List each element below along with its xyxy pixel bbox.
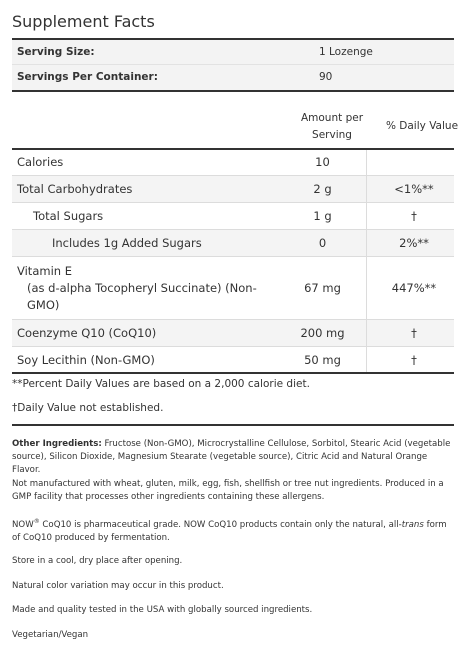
nutrient-row [12,202,454,229]
nutrient-amount: 50 mg [304,353,341,367]
nutrient-amount: 1 g [313,209,332,223]
other-ingredients-label: Other Ingredients: [12,439,102,449]
nutrient-name: Total Carbohydrates [17,182,133,196]
nutrient-row [12,346,454,372]
table-bottom-divider [12,372,454,374]
nutrient-daily-value: 447%** [391,281,437,295]
nutrient-row [12,150,454,175]
footnote-divider [12,424,454,426]
nutrient-name: Coenzyme Q10 (CoQ10) [17,326,157,340]
nutrient-row [12,229,454,256]
page-title: Supplement Facts [12,12,155,31]
serving-size-label: Serving Size: [17,46,95,58]
nutrient-name: Soy Lecithin (Non-GMO) [17,353,155,367]
servings-per-container-label: Servings Per Container: [17,71,158,83]
other-ingredients-text: Fructose (Non-GMO), Microcrystalline Cellulose, Sorbitol, Stearic Acid (vegetable source), Silicon Dioxide, Magnesium Stearate (vegetable source), Citric Acid and Natural Orange Flavor. [12,439,451,475]
allergen-statement: Not manufactured with wheat, gluten, milk, egg, fish, shellfish or tree nut ingredients. Produced in a GMP facility that processes other ingredients containing these allergens. [12,479,444,502]
daily-value-footnote: †Daily Value not established. [12,402,164,414]
color-statement: Natural color variation may occur in this product. [12,581,224,591]
nutrient-amount: 10 [315,155,330,169]
nutrient-daily-value: 2%** [399,236,429,250]
other-ingredients [12,438,454,477]
nutrient-name: Includes 1g Added Sugars [52,236,202,250]
nutrient-amount: 200 mg [300,326,345,340]
serving-size-value: 1 Lozenge [319,46,373,58]
nutrient-name: Calories [17,155,64,169]
servings-per-container-value: 90 [319,71,333,83]
daily-value-header: % Daily Value [385,120,459,132]
servings-per-container-row [12,64,454,91]
amount-per-serving-header: Amount per Serving [300,112,364,141]
nutrient-amount: 67 mg [304,281,341,295]
nutrient-amount: 2 g [313,182,332,196]
serving-divider [12,90,454,92]
nutrient-amount: 0 [318,236,327,250]
serving-size-row [12,40,454,64]
percent-daily-footnote: **Percent Daily Values are based on a 2,000 calorie diet. [12,378,310,390]
nutrient-daily-value: † [411,209,417,223]
nutrient-row [12,175,454,202]
storage-statement: Store in a cool, dry place after opening. [12,556,183,566]
nutrient-name: Vitamin E (as d-alpha Tocopheryl Succinate) (Non- GMO) [17,264,257,312]
nutrient-daily-value: † [411,353,417,367]
coq10-statement: NOW® CoQ10 is pharmaceutical grade. NOW CoQ10 products contain only the natural, all-trans form of CoQ10 produced by fermentation. [12,518,447,543]
quality-statement: Made and quality tested in the USA with globally sourced ingredients. [12,605,313,615]
nutrient-daily-value: † [411,326,417,340]
diet-statement: Vegetarian/Vegan [12,630,89,640]
column-header [12,110,459,146]
nutrient-row [12,256,454,319]
nutrient-row [12,319,454,346]
nutrient-name: Total Sugars [33,209,104,223]
nutrient-daily-value: <1%** [394,182,434,196]
